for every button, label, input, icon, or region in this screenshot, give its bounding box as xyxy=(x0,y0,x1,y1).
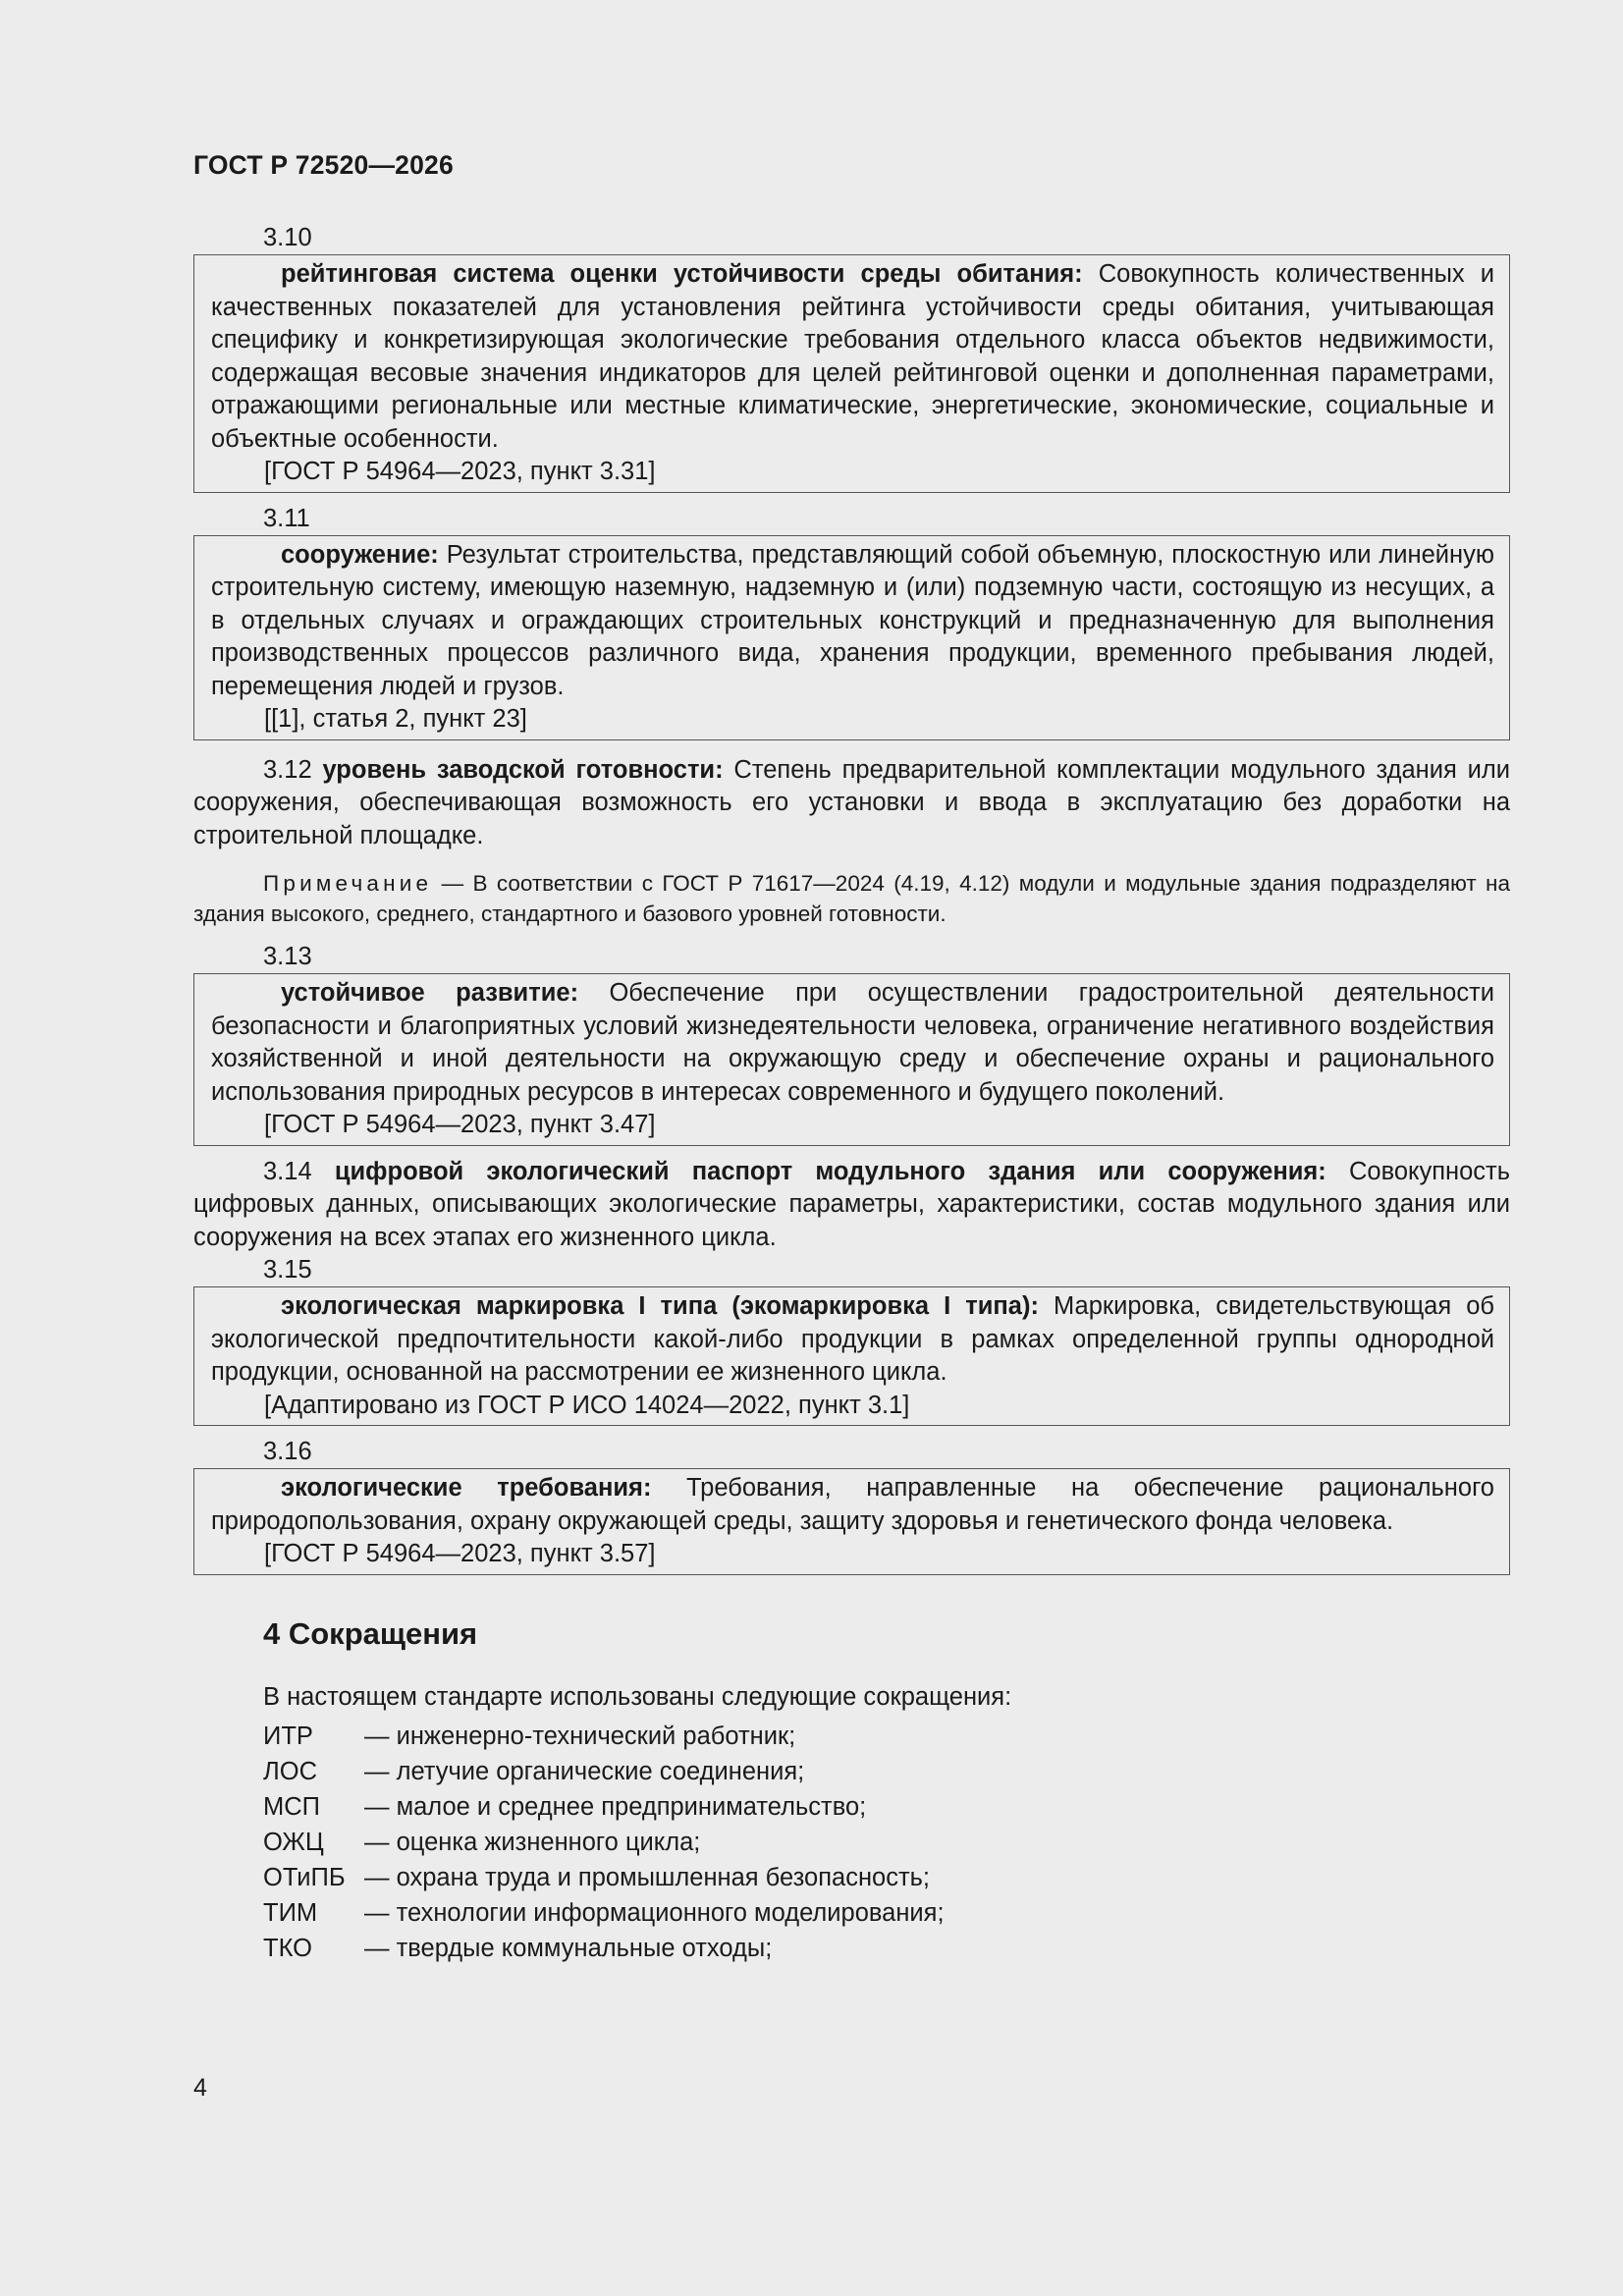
abbreviation-meaning: — технологии информационного моделирования; xyxy=(364,1898,945,1927)
section-intro: В настоящем стандарте использованы следующие сокращения: xyxy=(263,1682,1012,1711)
abbreviation-item xyxy=(263,1895,1510,1931)
abbreviation-meaning: — твердые коммунальные отходы; xyxy=(364,1934,773,1962)
document-header: ГОСТ Р 72520—2026 xyxy=(193,150,454,180)
section-title: 4 Сокращения xyxy=(263,1615,478,1651)
abbreviation: ОЖЦ xyxy=(263,1828,324,1856)
page-number: 4 xyxy=(193,2074,207,2102)
abbreviation: ТКО xyxy=(263,1934,312,1962)
term-number: 3.10 xyxy=(263,224,312,251)
term-text: Требования, направленные на обеспечение рационального природопользования, охрану окружающей среды, защиту здоровья и генетического фонда человека. xyxy=(211,1474,1494,1535)
term-name: уровень заводской готовности: xyxy=(322,755,724,784)
note-label: Примечание xyxy=(263,871,433,896)
abbreviation-list xyxy=(193,1719,1510,1966)
abbreviation: ЛОС xyxy=(263,1757,317,1785)
term-number: 3.12 xyxy=(263,755,312,784)
term-number: 3.15 xyxy=(263,1256,312,1284)
abbreviation-item xyxy=(263,1789,1510,1825)
note-text: — В соответствии с ГОСТ Р 71617—2024 (4.19, 4.12) модули и модульные здания подразделяют на здания высокого, среднего, стандартного и базового уровней готовности. xyxy=(193,871,1510,926)
term-source: [ГОСТ Р 54964—2023, пункт 3.31] xyxy=(264,458,656,485)
abbreviation-meaning: — летучие органические соединения; xyxy=(364,1757,805,1785)
term-text: Совокупность цифровых данных, описывающих экологические параметры, характеристики, состав модульного здания или сооружения на всех этапах его жизненного цикла. xyxy=(193,1157,1510,1251)
abbreviation-meaning: — оценка жизненного цикла; xyxy=(364,1828,701,1856)
abbreviation-meaning: — инженерно-технический работник; xyxy=(364,1722,796,1750)
abbreviation-meaning: — малое и среднее предпринимательство; xyxy=(364,1792,867,1821)
term-text: Степень предварительной комплектации модульного здания или сооружения, обеспечивающая возможность его установки и ввода в эксплуатацию без доработки на строительной площадке. xyxy=(193,755,1510,849)
term-number: 3.16 xyxy=(263,1438,312,1465)
term-name: цифровой экологический паспорт модульного здания или сооружения: xyxy=(334,1157,1326,1185)
abbreviation: ОТиПБ xyxy=(263,1863,346,1891)
term-definition xyxy=(211,1472,1494,1538)
term-definition xyxy=(211,977,1494,1109)
term-name: рейтинговая система оценки устойчивости среды обитания: xyxy=(281,260,1083,288)
term-box xyxy=(193,973,1510,1146)
abbreviation-meaning: — охрана труда и промышленная безопасность; xyxy=(364,1863,931,1891)
term-text: Совокупность количественных и качественных показателей для установления рейтинга устойчивости среды обитания, учитывающая специфику и конкретизирующая экологические требования отдельного класса объектов недвижимости, содержащая весовые значения индикаторов для целей рейтинговой оценки и дополненная параметрами, отражающими региональные или местные климатические, энергетические, экономические, социальные и объектные особенности. xyxy=(211,260,1494,453)
term-definition xyxy=(193,1156,1510,1255)
term-text: Обеспечение при осуществлении градостроительной деятельности безопасности и благоприятных условий жизнедеятельности человека, ограничение негативного воздействия хозяйственной и иной деятельности на окружающую среду и обеспечение охраны и рационального использования природных ресурсов в интересах современного и будущего поколений. xyxy=(211,979,1494,1106)
abbreviation: ИТР xyxy=(263,1722,313,1750)
term-source: [ГОСТ Р 54964—2023, пункт 3.57] xyxy=(264,1540,656,1567)
abbreviation: МСП xyxy=(263,1792,320,1821)
term-source: [ГОСТ Р 54964—2023, пункт 3.47] xyxy=(264,1111,656,1138)
term-definition xyxy=(211,539,1494,704)
term-definition xyxy=(211,258,1494,456)
abbreviation-item xyxy=(263,1719,1510,1754)
term-source: [Адаптировано из ГОСТ Р ИСО 14024—2022, пункт 3.1] xyxy=(264,1391,910,1419)
term-text: Результат строительства, представляющий собой объемную, плоскостную или линейную строительную систему, имеющую наземную, надземную и (или) подземную части, состоящую из несущих, а в отдельных случаях и ограждающих строительных конструкций и предназначенную для выполнения производственных процессов различного вида, хранения продукции, временного пребывания людей, перемещения людей и грузов. xyxy=(211,540,1494,700)
term-definition xyxy=(193,754,1510,853)
abbreviation: ТИМ xyxy=(263,1898,318,1927)
term-name: экологические требования: xyxy=(281,1474,652,1502)
term-number: 3.13 xyxy=(263,943,312,970)
abbreviation-item xyxy=(263,1825,1510,1860)
term-box xyxy=(193,535,1510,740)
term-box xyxy=(193,254,1510,493)
term-note xyxy=(193,868,1510,929)
term-definition xyxy=(211,1290,1494,1390)
abbreviation-item xyxy=(263,1754,1510,1789)
term-number: 3.11 xyxy=(263,504,310,532)
term-box xyxy=(193,1286,1510,1426)
term-name: устойчивое развитие: xyxy=(281,979,579,1007)
term-name: сооружение: xyxy=(281,540,439,569)
term-box xyxy=(193,1468,1510,1575)
term-name: экологическая маркировка I типа (экомаркировка I типа): xyxy=(281,1292,1039,1320)
term-source: [[1], статья 2, пункт 23] xyxy=(264,705,527,733)
abbreviation-item xyxy=(263,1931,1510,1966)
abbreviation-item xyxy=(263,1860,1510,1895)
term-text: Маркировка, свидетельствующая об экологической предпочтительности какой-либо продукции в рамках определенной группы однородной продукции, основанной на рассмотрении ее жизненного цикла. xyxy=(211,1292,1494,1386)
term-number: 3.14 xyxy=(263,1157,312,1185)
